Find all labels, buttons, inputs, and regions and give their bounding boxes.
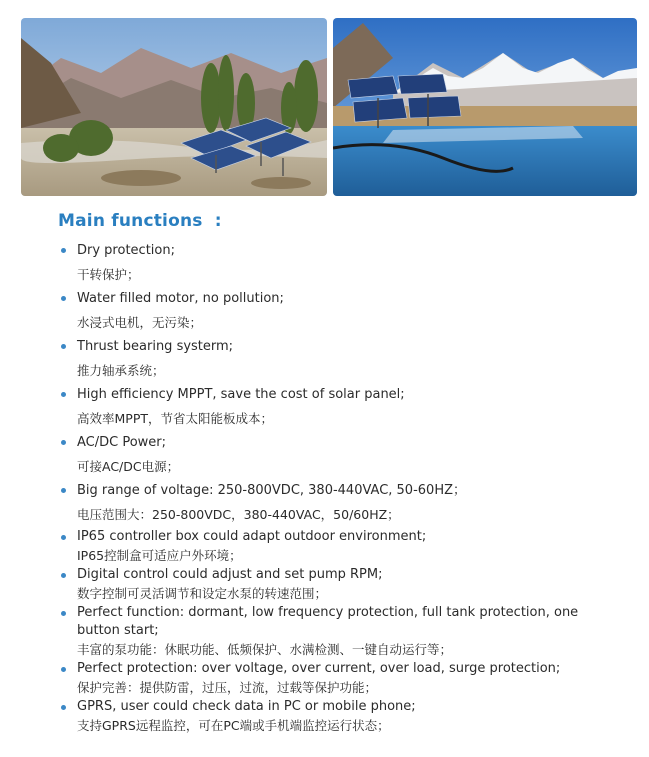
feature-english-text: Dry protection;: [77, 243, 175, 258]
bullet-icon: [61, 705, 66, 710]
feature-english-text: Thrust bearing systerm;: [77, 339, 234, 354]
feature-chinese-text: 高效率MPPT，节省太阳能板成本；: [77, 411, 273, 426]
bullet-icon: [61, 488, 66, 493]
bullet-icon: [61, 248, 66, 253]
feature-item: [58, 336, 618, 384]
feature-item: [58, 480, 618, 528]
feature-english-text: Digital control could adjust and set pump RPM;: [77, 567, 383, 582]
feature-item: [58, 288, 618, 336]
bullet-icon: [61, 535, 66, 540]
feature-item: [58, 698, 618, 736]
bullet-icon: [61, 573, 66, 578]
feature-chinese-text: 电压范围大：250-800VDC，380-440VAC，50/60HZ；: [77, 507, 400, 522]
feature-english-text: IP65 controller box could adapt outdoor environment;: [77, 529, 427, 544]
feature-chinese-text: 数字控制可灵活调节和设定水泵的转速范围；: [77, 586, 328, 601]
feature-item: [58, 528, 618, 566]
bullet-icon: [61, 296, 66, 301]
feature-item: [58, 660, 618, 698]
solar-array-reservoir-photo: [333, 18, 637, 196]
feature-item: [58, 604, 618, 660]
bullet-icon: [61, 344, 66, 349]
feature-item: [58, 566, 618, 604]
feature-list: [58, 240, 618, 736]
bullet-icon: [61, 611, 66, 616]
feature-english-text: GPRS, user could check data in PC or mobile phone;: [77, 699, 416, 714]
feature-chinese-text: 支持GPRS远程监控，可在PC端或手机端监控运行状态；: [77, 718, 390, 733]
bullet-icon: [61, 667, 66, 672]
solar-array-valley-photo: [21, 18, 327, 196]
feature-chinese-text: 干转保护；: [77, 267, 140, 282]
feature-chinese-text: 可接AC/DC电源；: [77, 459, 180, 474]
feature-english-text: Water filled motor, no pollution;: [77, 291, 284, 306]
main-functions-heading: Main functions :: [58, 211, 222, 231]
feature-item: [58, 384, 618, 432]
feature-item: [58, 240, 618, 288]
feature-chinese-text: 保护完善：提供防雷，过压，过流，过载等保护功能；: [77, 680, 378, 695]
feature-chinese-text: 丰富的泵功能：休眠功能、低频保护、水满检测、一键自动运行等；: [77, 642, 453, 657]
feature-english-text: Perfect protection: over voltage, over current, over load, surge protection;: [77, 661, 561, 676]
bullet-icon: [61, 392, 66, 397]
feature-english-text: Big range of voltage: 250-800VDC, 380-440VAC, 50-60HZ；: [77, 483, 466, 498]
feature-chinese-text: IP65控制盒可适应户外环境；: [77, 548, 242, 563]
feature-item: [58, 432, 618, 480]
feature-english-text: High efficiency MPPT, save the cost of solar panel;: [77, 387, 405, 402]
feature-english-text: AC/DC Power;: [77, 435, 167, 450]
feature-chinese-text: 水浸式电机，无污染；: [77, 315, 203, 330]
feature-english-text: Perfect function: dormant, low frequency protection, full tank protection, one button start;: [77, 605, 579, 638]
feature-chinese-text: 推力轴承系统；: [77, 363, 165, 378]
bullet-icon: [61, 440, 66, 445]
